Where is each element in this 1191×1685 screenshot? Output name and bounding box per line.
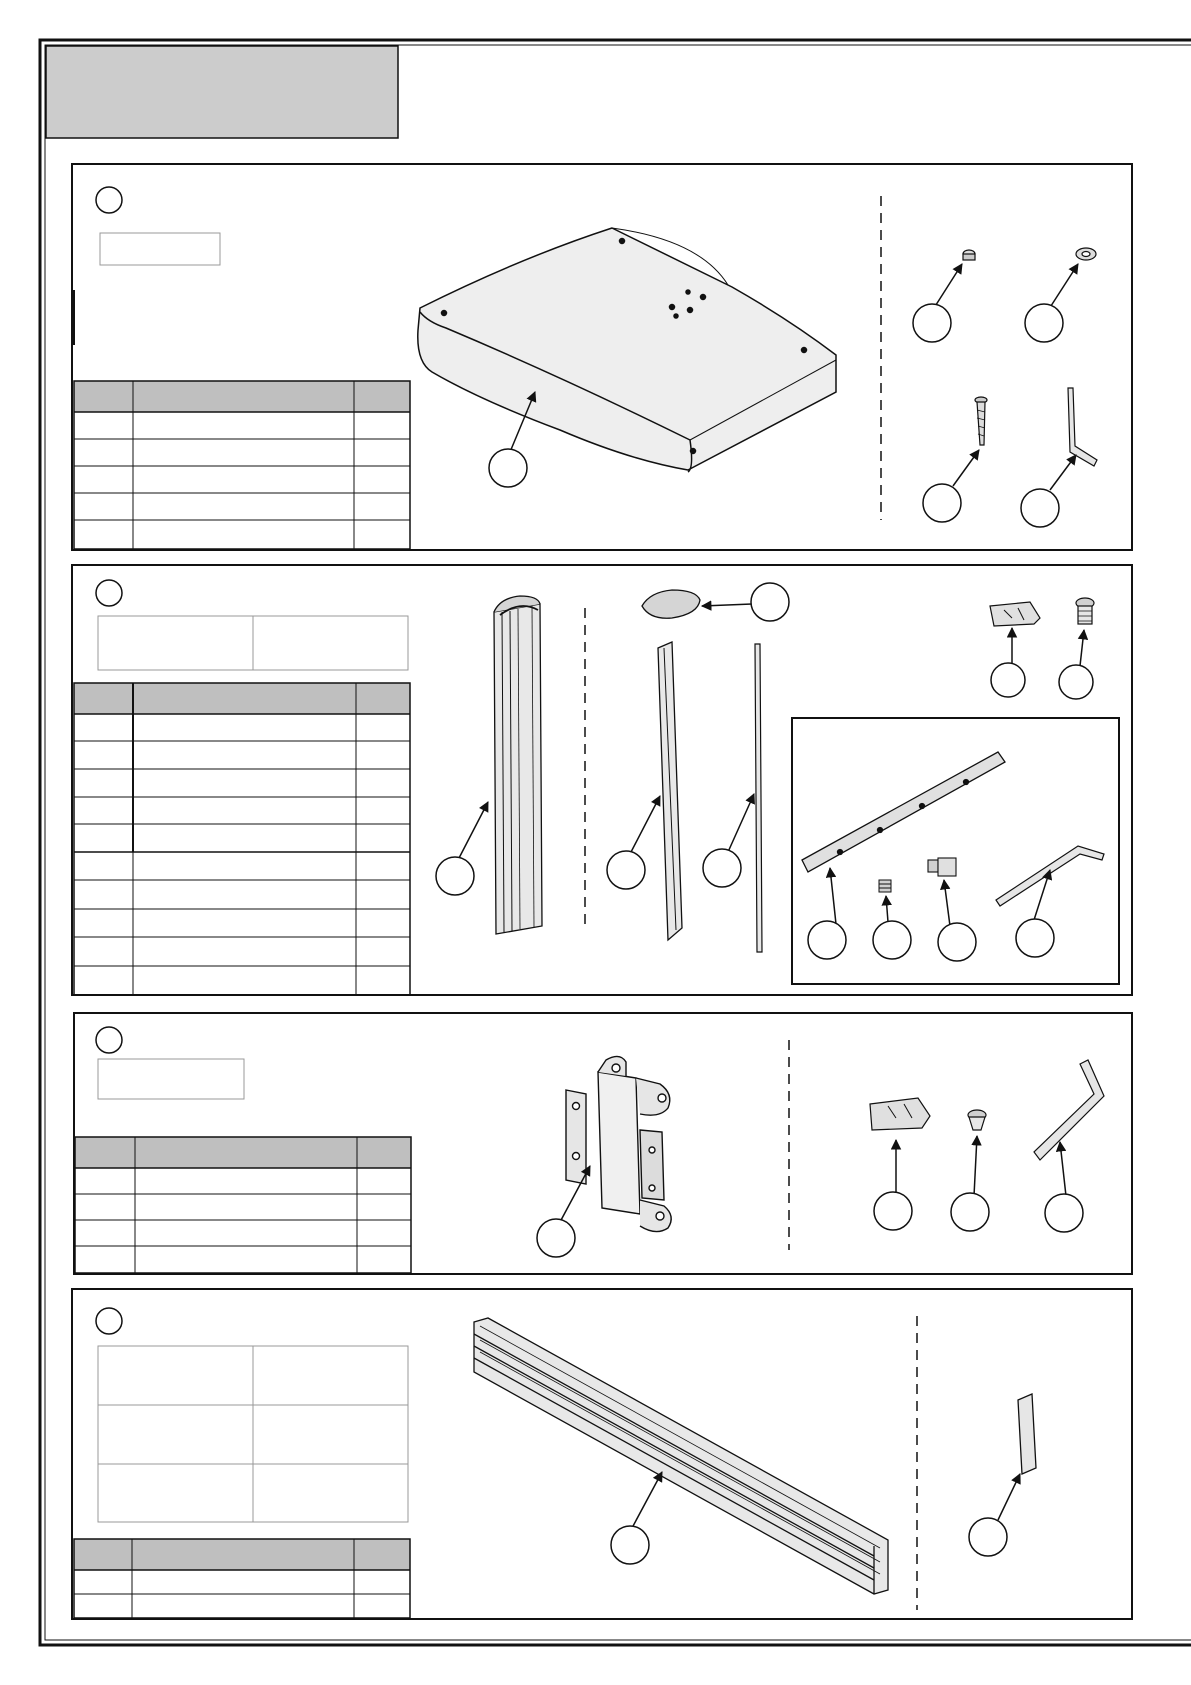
- section-4-parts-table: [74, 1539, 410, 1618]
- thin-strip-illustration: [755, 644, 762, 952]
- countersunk-screw-illustration: [968, 1110, 986, 1130]
- callout-1-2: [913, 304, 951, 342]
- set-screw-illustration: [879, 880, 891, 892]
- section-3-number-circle: [96, 1027, 122, 1053]
- section-2-parts-table: [74, 683, 410, 995]
- section-3-model-box: [98, 1059, 244, 1099]
- callout-2-7: [808, 921, 846, 959]
- slotted-rail-illustration: [474, 1318, 888, 1594]
- cap-nut-illustration: [963, 250, 975, 260]
- callout-2-5: [991, 663, 1025, 697]
- callout-2-8: [873, 921, 911, 959]
- callout-2-10: [1016, 919, 1054, 957]
- washer-illustration: [1076, 248, 1096, 260]
- bolt-illustration: [975, 397, 987, 445]
- allen-key-2-illustration: [1034, 1060, 1104, 1160]
- column-profile-illustration: [494, 596, 542, 934]
- cover-strip-illustration: [658, 642, 682, 940]
- level-bar-illustration: [802, 752, 1005, 872]
- mounting-bracket-illustration: [566, 1056, 671, 1231]
- section-3: [74, 1013, 1132, 1274]
- ball-allen-key-illustration: [996, 846, 1104, 906]
- section-1: [72, 164, 1132, 550]
- callout-4-1: [611, 1526, 649, 1564]
- section-2-number-circle: [96, 580, 122, 606]
- callout-2-6: [1059, 665, 1093, 699]
- button-screw-illustration: [1076, 598, 1094, 624]
- callout-2-4: [703, 849, 741, 887]
- callout-1-4: [923, 484, 961, 522]
- callout-2-2: [751, 583, 789, 621]
- section-4-number-circle: [96, 1308, 122, 1334]
- callout-4-2: [969, 1518, 1007, 1556]
- callout-2-9: [938, 923, 976, 961]
- allen-key-illustration: [1068, 388, 1097, 466]
- section-1-model-box: [100, 233, 220, 265]
- section-1-parts-table: [74, 381, 410, 549]
- shelf-plate-illustration: [418, 228, 836, 472]
- end-cap-illustration: [1018, 1394, 1036, 1474]
- callout-1-5: [1021, 489, 1059, 527]
- callout-1-1: [489, 449, 527, 487]
- callout-2-3: [607, 851, 645, 889]
- section-4: [72, 1289, 1132, 1619]
- section-1-number-circle: [96, 187, 122, 213]
- t-nut-2-illustration: [870, 1098, 930, 1130]
- callout-3-4: [1045, 1194, 1083, 1232]
- top-cap-illustration: [642, 590, 700, 618]
- callout-1-3: [1025, 304, 1063, 342]
- t-nut-illustration: [990, 602, 1040, 626]
- callout-3-1: [537, 1219, 575, 1257]
- callout-3-2: [874, 1192, 912, 1230]
- section-2: [72, 565, 1132, 995]
- title-box: [46, 46, 398, 138]
- shoulder-bolt-illustration: [928, 858, 956, 876]
- section-3-parts-table: [75, 1137, 411, 1273]
- callout-2-1: [436, 857, 474, 895]
- callout-3-3: [951, 1193, 989, 1231]
- section-4-model-grid: [98, 1346, 408, 1522]
